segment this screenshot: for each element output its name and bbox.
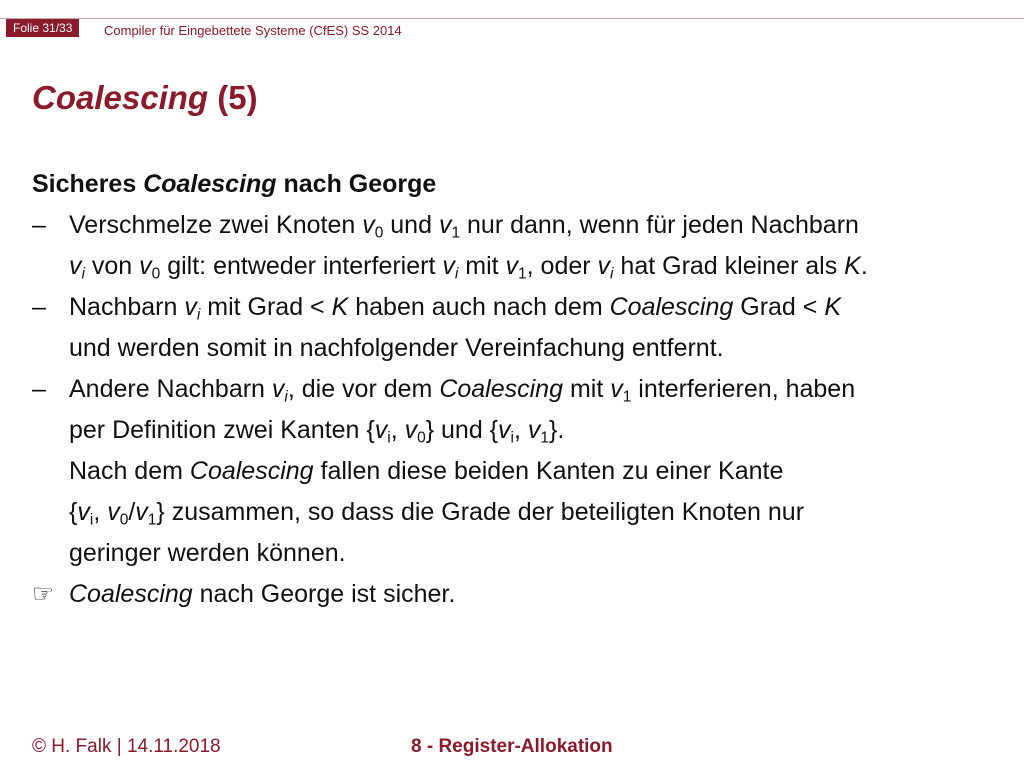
dash-bullet: – bbox=[32, 293, 46, 321]
bullet-3-line-5: geringer werden können. bbox=[69, 539, 346, 567]
bullet-3-line-3: Nach dem Coalescing fallen diese beiden Kanten zu einer Kante bbox=[69, 457, 784, 485]
bullet-3-line-1: – Andere Nachbarn $v_i$, die vor dem Coalescing mit $v_1$ interferieren, haben bbox=[32, 369, 1002, 410]
footer-chapter: 8 - Register-Allokation bbox=[411, 736, 613, 757]
heading-text: Sicheres bbox=[32, 170, 144, 198]
bullet-1-line-1: – Verschmelze zwei Knoten $v_0$ und $v_1$ nur dann, wenn für jeden Nachbarn bbox=[32, 205, 1002, 246]
footer-author-date: © H. Falk | 14.11.2018 bbox=[32, 736, 221, 757]
slide-title-rest: (5) bbox=[208, 79, 258, 116]
bullet-2-line-2: und werden somit in nachfolgender Vereinfachung entfernt. bbox=[69, 334, 724, 362]
pointing-hand-icon: ☞ bbox=[32, 580, 55, 608]
slide-title bbox=[32, 78, 258, 118]
slide-title-italic: Coalescing bbox=[32, 79, 209, 116]
section-heading bbox=[32, 164, 1002, 205]
bullet-2-line-1: – Nachbarn $v_i$ mit Grad < K haben auch nach dem Coalescing Grad < K bbox=[32, 287, 1002, 328]
dash-bullet: – bbox=[32, 375, 46, 403]
header-rule bbox=[0, 18, 1024, 19]
slide-content bbox=[32, 164, 1002, 615]
dash-bullet: – bbox=[32, 211, 46, 239]
course-title: Compiler für Eingebettete Systeme (CfES) SS 2014 bbox=[104, 23, 402, 38]
bullet-3-line-2: per Definition zwei Kanten {$v_i$, $v_0$} und {$v_i$, $v_1$}. bbox=[69, 416, 565, 447]
heading-text: nach George bbox=[276, 170, 437, 198]
heading-term: Coalescing bbox=[143, 170, 277, 198]
conclusion-line: ☞ Coalescing nach George ist sicher. bbox=[32, 574, 1002, 615]
slide-number-badge: Folie 31/33 bbox=[6, 19, 79, 37]
bullet-3-line-4: {$v_i$, $v_0/v_1$} zusammen, so dass die Grade der beteiligten Knoten nur bbox=[69, 498, 805, 529]
bullet-1-line-2: $v_i$ von $v_0$ gilt: entweder interferiert $v_i$ mit $v_1$, oder $v_i$ hat Grad kleiner als K. bbox=[69, 252, 868, 283]
